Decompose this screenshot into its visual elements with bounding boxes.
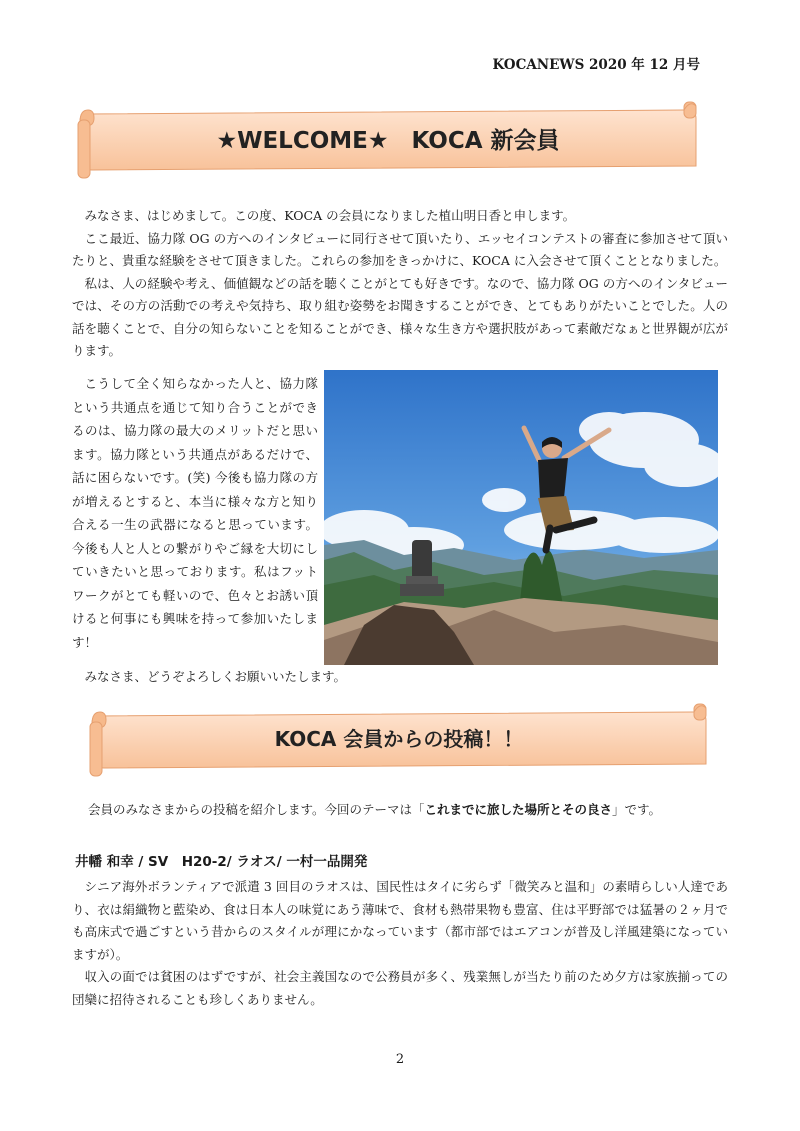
page-number: 2 [395,1052,405,1067]
posts-lead-before: 会員のみなさまからの投稿を紹介します。今回のテーマは「 [88,802,425,817]
welcome-banner [72,96,704,182]
newsletter-issue: KOCANEWS 2020 年 12 月号 [492,57,700,73]
intro-paragraph-1: みなさま、はじめまして。この度、KOCA の会員になりました植山明日香と申します。 [84,208,576,223]
author-line: 井幡 和幸 / SV H20-2/ ラオス/ 一村一品開発 [75,854,368,870]
intro-paragraph-2: ここ最近、協力隊 OG の方へのインタビューに同行させて頂いたり、エッセイコンテストの審査に参加させて頂いたりと、貴重な経験をさせて頂きました。これらの参加をきっかけに、KOCA に入会させて頂くこととなりました。 [72,230,728,268]
author-paragraph-2: 収入の面では貧困のはずですが、社会主義国なので公務員が多く、残業無しが当たり前のため夕方は家族揃っての団欒に招待されることも珍しくありません。 [72,969,728,1007]
posts-banner-title: KOCA 会員からの投稿！！ [274,727,524,751]
posts-lead-after: 」です。 [612,802,662,817]
intro-paragraph-3: 私は、人の経験や考え、価値観などの話を聴くことがとても好きです。なので、協力隊 OG の方へのインタビューでは、その方の活動での考えや気持ち、取り組む姿勢をお聞きすることができ、とてもありがたいことでした。人の話を聴くことで、自分の知らないことを知ることができ、様々な生き方や選択肢があって素敵だなぁと世界観が広がります。 [72,275,728,358]
posts-theme: これまでに旅した場所とその良さ [424,802,613,817]
posts-lead [88,800,661,818]
side-text [72,372,318,654]
author-text [72,876,728,1011]
closing-text [72,666,372,689]
closing-paragraph: みなさま、どうぞよろしくお願いいたします。 [84,669,347,684]
side-paragraph-1: こうして全く知らなかった人と、協力隊という共通点を通じて知り合うことができるのは、協力隊の最大のメリットだと思います。協力隊という共通点があるだけで、話に困らないです。(笑) 今後も協力隊の方が増えるとすると、本当に様々な方と知り合える一生の武器になると思っています。今後も人と人との繋がりやご縁を大切にしていきたいと思っております。私はフットワークがとても軽いので、色々とお誘い頂けると何事にも興味を持って参加いたします！ [72,376,318,650]
welcome-banner-title: ★WELCOME★ KOCA 新会員 [216,128,560,154]
posts-banner [84,698,714,778]
intro-text [72,205,728,363]
stone-monument [412,540,432,580]
mountain-jump-photo [324,370,718,665]
author-paragraph-1: シニア海外ボランティアで派遣 3 回目のラオスは、国民性はタイに劣らず「微笑みと温和」の素晴らしい人達であり、衣は絹織物と藍染め、食は日本人の味覚にあう薄味で、食材も熱帯果物も豊富、住は平野部では猛暑の２ヶ月でも高床式で過ごすという昔からのスタイルが理にかなっています（都市部ではエアコンが普及し洋風建築になっていますが）。 [72,879,728,962]
